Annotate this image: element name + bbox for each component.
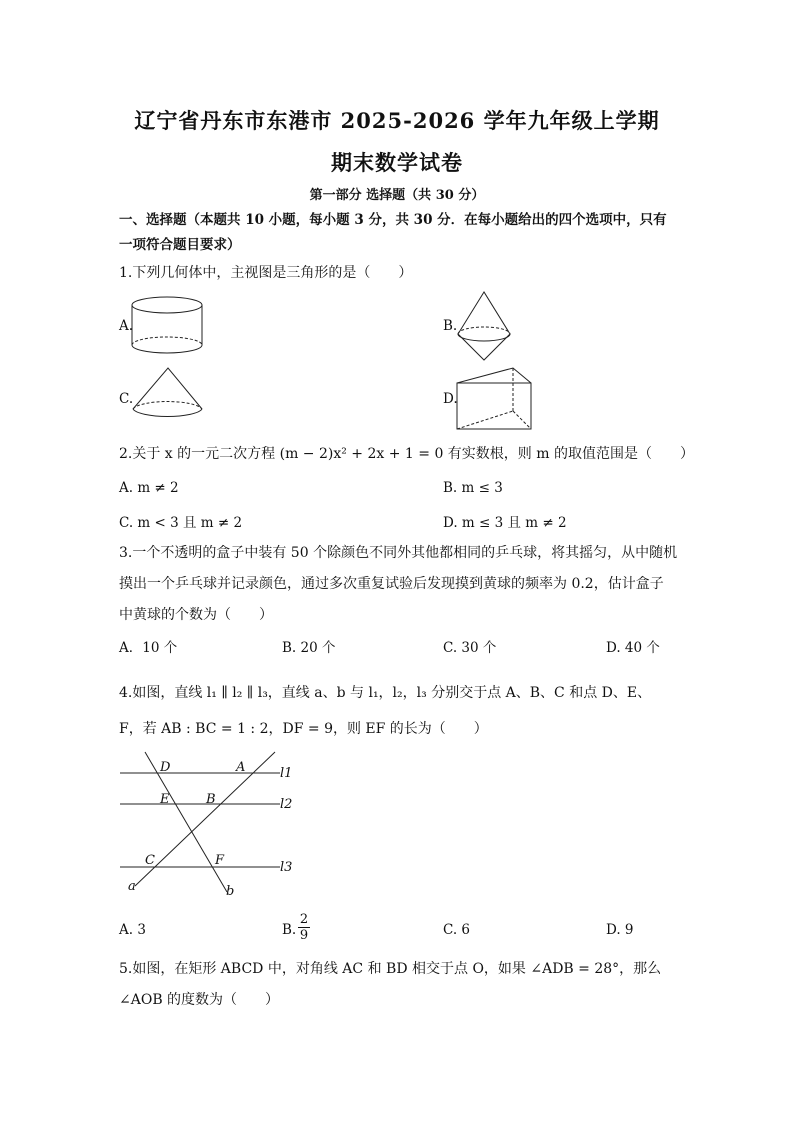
cylinder-figure [130, 295, 210, 355]
label-l3: l3 [280, 860, 293, 875]
q1-option-b-label: B. [443, 318, 458, 334]
q1-stem: 1.下列几何体中，主视图是三角形的是（ ） [119, 265, 413, 281]
label-A: A [236, 760, 246, 775]
q3-option-c: C. 30 个 [443, 640, 497, 656]
section-instruction-line1: 一、选择题（本题共 10 小题，每小题 3 分，共 30 分．在每小题给出的四个选项中，只有 [119, 212, 667, 228]
q2-stem: 2.关于 x 的一元二次方程 (m − 2)x² + 2x + 1 = 0 有实数根，则 m 的取值范围是（ ） [119, 446, 694, 462]
exam-title-line1: 辽宁省丹东市东港市 2025-2026 学年九年级上学期 [134, 108, 660, 133]
q5-line2: ∠AOB 的度数为（ ） [119, 992, 280, 1008]
q2-option-c: C. m < 3 且 m ≠ 2 [119, 515, 243, 531]
label-E: E [160, 792, 170, 807]
q3-option-b: B. 20 个 [282, 640, 336, 656]
q3-option-d: D. 40 个 [606, 640, 660, 656]
part-heading: 第一部分 选择题（共 30 分） [309, 188, 485, 203]
label-b: b [226, 884, 235, 899]
label-a: a [128, 879, 136, 894]
q1-option-a-label: A. [119, 318, 134, 334]
q3-line1: 3.一个不透明的盒子中装有 50 个除颜色不同外其他都相同的乒乓球，将其摇匀，从中随机 [119, 545, 678, 561]
q4-line2: F，若 AB : BC = 1 : 2，DF = 9，则 EF 的长为（ ） [119, 721, 488, 737]
exam-title-line2: 期末数学试卷 [331, 150, 463, 175]
q2-option-d: D. m ≤ 3 且 m ≠ 2 [443, 515, 567, 531]
q4-option-b-label: B. [282, 922, 297, 938]
parallel-lines-figure [115, 752, 305, 902]
q2-option-b: B. m ≤ 3 [443, 480, 503, 496]
label-D: D [160, 760, 171, 775]
label-F: F [215, 853, 225, 868]
label-C: C [145, 853, 155, 868]
q4-line1: 4.如图，直线 l₁ ∥ l₂ ∥ l₃，直线 a、b 与 l₁，l₂，l₃ 分别交于点 A、B、C 和点 D、E、 [119, 685, 652, 701]
q4-option-b-fraction [298, 912, 310, 943]
fraction-numerator: 2 [299, 912, 309, 927]
q2-option-a: A. m ≠ 2 [119, 480, 179, 496]
label-B: B [206, 792, 216, 807]
q4-option-d: D. 9 [606, 922, 634, 938]
q4-option-a: A. 3 [119, 922, 146, 938]
double-cone-figure [456, 290, 516, 368]
section-instruction-line2: 一项符合题目要求） [119, 237, 241, 253]
label-l1: l1 [280, 766, 293, 781]
q3-line3: 中黄球的个数为（ ） [119, 607, 273, 623]
cone-figure [130, 366, 210, 428]
triangular-prism-figure [455, 365, 535, 431]
q1-option-c-label: C. [119, 391, 134, 407]
q4-option-c: C. 6 [443, 922, 471, 938]
q3-line2: 摸出一个乒乓球并记录颜色，通过多次重复试验后发现摸到黄球的频率为 0.2，估计盒子 [119, 576, 664, 592]
q3-option-a: A．10 个 [119, 640, 178, 656]
q1-option-d-label: D. [443, 391, 458, 407]
q5-line1: 5.如图，在矩形 ABCD 中，对角线 AC 和 BD 相交于点 O，如果 ∠ADB = 28°，那么 [119, 961, 662, 977]
fraction-denominator: 9 [299, 928, 309, 943]
label-l2: l2 [280, 797, 293, 812]
